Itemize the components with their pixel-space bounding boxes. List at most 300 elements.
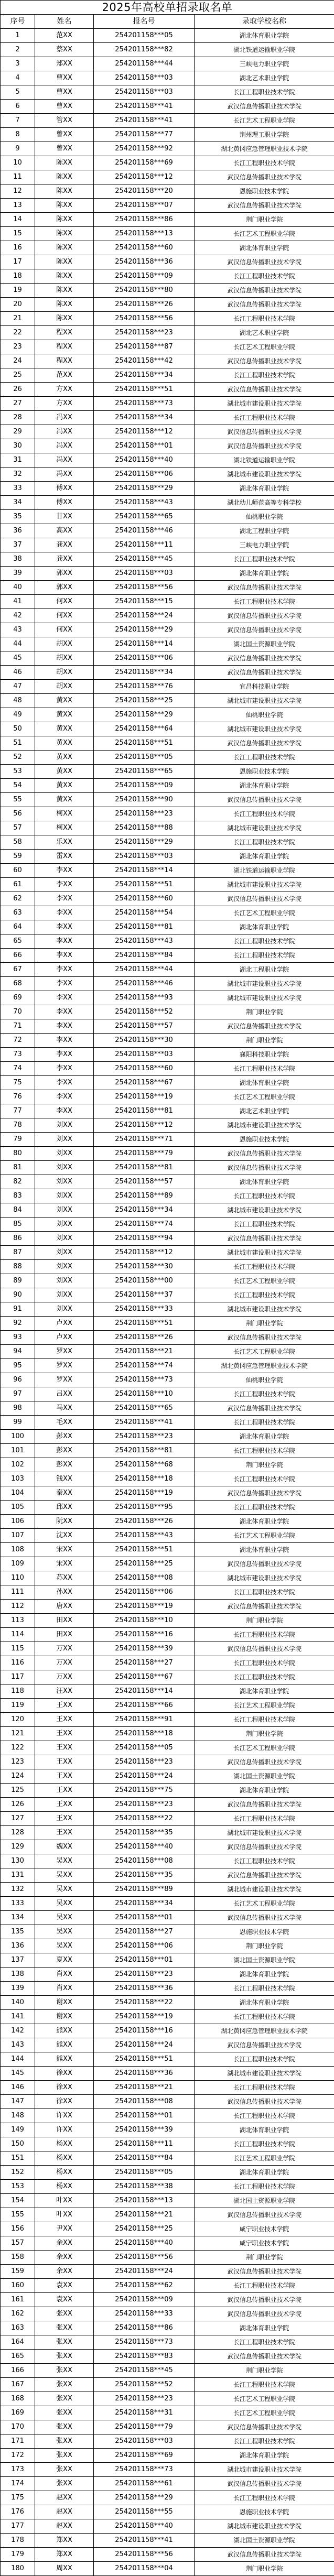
cell-name: 刘XX [35,1274,94,1288]
cell-school: 湖北体育职业学院 [195,1996,334,2010]
cell-index: 161 [1,2293,35,2307]
cell-name: 王XX [35,1727,94,1741]
table-row [1,1274,334,1288]
cell-name: 夏XX [35,1953,94,1968]
cell-school: 武汉信息传播职业技术学院 [195,2350,334,2364]
cell-school: 咸宁职业技术学院 [195,2222,334,2236]
cell-reg-no: 254201158***19 [94,2010,195,2024]
cell-name: 程XX [35,326,94,340]
cell-name: 叶XX [35,2208,94,2222]
cell-reg-no: 254201158***09 [94,779,195,793]
cell-index: 111 [1,1585,35,1600]
cell-reg-no: 254201158***06 [94,1939,195,1953]
cell-index: 132 [1,1883,35,1897]
cell-school: 荆门职业学院 [195,1939,334,1953]
cell-reg-no: 254201158***09 [94,269,195,284]
cell-index: 37 [1,538,35,552]
cell-reg-no: 254201158***89 [94,1883,195,1897]
table-row [1,1218,334,1232]
cell-index: 103 [1,1472,35,1486]
cell-name: 黄XX [35,708,94,722]
cell-school: 武汉信息传播职业技术学院 [195,793,334,807]
cell-name: 吴XX [35,1883,94,1897]
cell-reg-no: 254201158***73 [94,2335,195,2350]
cell-index: 86 [1,1232,35,1246]
table-row [1,793,334,807]
cell-reg-no: 254201158***11 [94,2137,195,2151]
cell-index: 68 [1,977,35,991]
header-reg-no: 报名号 [94,15,195,29]
cell-school: 武汉信息传播职业技术学院 [195,383,334,397]
table-row [1,510,334,524]
table-row [1,2307,334,2321]
cell-reg-no: 254201158***41 [94,100,195,114]
cell-name: 田XX [35,1614,94,1628]
table-row [1,1798,334,1812]
cell-reg-no: 254201158***14 [94,637,195,651]
table-row [1,2166,334,2180]
cell-reg-no: 254201158***13 [94,2194,195,2208]
cell-reg-no: 254201158***42 [94,354,195,368]
cell-reg-no: 254201158***24 [94,2265,195,2279]
cell-name: 陈XX [35,213,94,227]
cell-index: 114 [1,1628,35,1642]
cell-index: 146 [1,2081,35,2095]
table-row [1,1571,334,1585]
table-row [1,1147,334,1161]
cell-school: 湖北城市建设职业技术学院 [195,1118,334,1133]
cell-name: 黄XX [35,793,94,807]
cell-school: 武汉信息传播职业技术学院 [195,2420,334,2434]
cell-school: 湖北铁道运输职业学院 [195,43,334,57]
cell-reg-no: 254201158***14 [94,864,195,878]
cell-school: 长江工程职业技术学院 [195,1416,334,1430]
cell-reg-no: 254201158***06 [94,651,195,666]
cell-name: 曹XX [35,71,94,85]
cell-name: 刘XX [35,1203,94,1218]
cell-name: 张XX [35,2321,94,2335]
table-row [1,878,334,892]
table-row [1,1727,334,1741]
cell-index: 119 [1,1699,35,1713]
cell-name: 陈XX [35,312,94,326]
cell-name: 余XX [35,2251,94,2265]
cell-school: 长江艺术工程职业学院 [195,1699,334,1713]
cell-reg-no: 254201158***25 [94,1557,195,1571]
table-row [1,1090,334,1104]
cell-name: 袁XX [35,2293,94,2307]
cell-school: 长江工程职业技术学院 [195,2109,334,2123]
cell-reg-no: 254201158***05 [94,29,195,43]
cell-reg-no: 254201158***65 [94,765,195,779]
table-row [1,708,334,722]
cell-reg-no: 254201158***27 [94,1925,195,1939]
table-row [1,2519,334,2534]
cell-reg-no: 254201158***26 [94,1331,195,1345]
table-row [1,1118,334,1133]
cell-reg-no: 254201158***84 [94,2151,195,2166]
table-row [1,920,334,934]
cell-school: 仙桃职业学院 [195,510,334,524]
table-row [1,722,334,736]
cell-school: 长江工程职业技术学院 [195,312,334,326]
cell-name: 余XX [35,2265,94,2279]
cell-school: 襄阳科技职业学院 [195,1048,334,1062]
cell-name: 陈XX [35,241,94,255]
cell-index: 69 [1,991,35,1005]
header-row [1,15,334,29]
table-row [1,269,334,284]
cell-index: 63 [1,906,35,920]
table-row [1,1430,334,1444]
cell-reg-no: 254201158***94 [94,1232,195,1246]
table-row [1,1175,334,1189]
cell-index: 54 [1,779,35,793]
table-row [1,241,334,255]
cell-name: 柯XX [35,821,94,835]
cell-reg-no: 254201158***03 [94,85,195,100]
cell-school: 武汉信息传播职业技术学院 [195,2307,334,2321]
cell-index: 33 [1,482,35,496]
cell-index: 120 [1,1713,35,1727]
cell-index: 154 [1,2194,35,2208]
table-row [1,1939,334,1953]
cell-reg-no: 254201158***41 [94,2534,195,2548]
table-row [1,1232,334,1246]
cell-reg-no: 254201158***74 [94,1218,195,1232]
cell-school: 湖北铁道运输职业学院 [195,864,334,878]
cell-index: 16 [1,241,35,255]
table-row [1,170,334,184]
cell-school: 武汉信息传播职业技术学院 [195,170,334,184]
cell-school: 长江工程职业技术学院 [195,751,334,765]
cell-reg-no: 254201158***06 [94,1585,195,1600]
cell-reg-no: 254201158***16 [94,2024,195,2038]
cell-index: 164 [1,2335,35,2350]
cell-reg-no: 254201158***06 [94,468,195,482]
cell-index: 88 [1,1260,35,1274]
cell-school: 湖北艺术职业学院 [195,1104,334,1118]
cell-reg-no: 254201158***56 [94,312,195,326]
cell-index: 104 [1,1486,35,1501]
cell-index: 141 [1,2010,35,2024]
cell-name: 李XX [35,920,94,934]
cell-reg-no: 254201158***29 [94,482,195,496]
table-row [1,453,334,468]
cell-index: 144 [1,2052,35,2067]
cell-index: 30 [1,439,35,453]
cell-index: 15 [1,227,35,241]
cell-reg-no: 254201158***27 [94,1656,195,1670]
cell-index: 51 [1,736,35,751]
cell-name: 乐XX [35,835,94,850]
cell-reg-no: 254201158***40 [94,2236,195,2251]
table-row [1,340,334,354]
cell-school: 荆门职业学院 [195,1034,334,1048]
cell-school: 武汉信息传播职业技术学院 [195,651,334,666]
table-row [1,821,334,835]
cell-index: 90 [1,1288,35,1302]
cell-index: 92 [1,1317,35,1331]
cell-name: 何XX [35,595,94,609]
cell-school: 长江工程职业技术学院 [195,2491,334,2505]
table-row [1,666,334,680]
cell-name: 彭XX [35,1444,94,1458]
cell-name: 徐XX [35,2095,94,2109]
cell-reg-no: 254201158***16 [94,1628,195,1642]
cell-reg-no: 254201158***24 [94,2038,195,2052]
cell-reg-no: 254201158***87 [94,340,195,354]
cell-reg-no: 254201158***34 [94,1897,195,1911]
cell-index: 138 [1,1968,35,1982]
cell-school: 武汉信息传播职业技术学院 [195,1401,334,1416]
table-row [1,1486,334,1501]
cell-index: 99 [1,1416,35,1430]
cell-name: 王XX [35,1812,94,1826]
cell-school: 长江工程职业技术学院 [195,156,334,170]
cell-name: 李XX [35,1104,94,1118]
cell-index: 81 [1,1161,35,1175]
cell-reg-no: 254201158***66 [94,1699,195,1713]
table-row [1,411,334,425]
cell-school: 荆门职业学院 [195,1614,334,1628]
cell-name: 吴XX [35,1925,94,1939]
cell-reg-no: 254201158***23 [94,807,195,821]
cell-name: 李XX [35,963,94,977]
cell-index: 102 [1,1458,35,1472]
cell-name: 张XX [35,2392,94,2406]
cell-reg-no: 254201158***51 [94,2052,195,2067]
cell-name: 郑XX [35,57,94,71]
cell-school: 湖北城市建设职业技术学院 [195,722,334,736]
table-row [1,29,334,43]
cell-index: 75 [1,1076,35,1090]
cell-index: 64 [1,920,35,934]
cell-index: 84 [1,1203,35,1218]
cell-reg-no: 254201158***56 [94,2251,195,2265]
table-row [1,963,334,977]
cell-name: 王XX [35,1755,94,1769]
table-row [1,1614,334,1628]
cell-reg-no: 254201158***80 [94,284,195,298]
cell-reg-no: 254201158***29 [94,2491,195,2505]
cell-school: 湖北黄冈应急管理职业技术学院 [195,142,334,156]
cell-name: 万XX [35,1642,94,1656]
cell-reg-no: 254201158***03 [94,567,195,581]
cell-index: 52 [1,751,35,765]
cell-name: 陈XX [35,199,94,213]
cell-index: 29 [1,425,35,439]
cell-reg-no: 254201158***13 [94,227,195,241]
table-row [1,1444,334,1458]
table-row [1,1699,334,1713]
cell-reg-no: 254201158***52 [94,2378,195,2392]
cell-school: 长江艺术工程职业学院 [195,1090,334,1104]
cell-school: 武汉信息传播职业技术学院 [195,255,334,269]
table-row [1,538,334,552]
cell-name: 熊XX [35,2024,94,2038]
cell-name: 郑XX [35,2548,94,2562]
cell-reg-no: 254201158***73 [94,2463,195,2477]
cell-index: 149 [1,2123,35,2137]
cell-reg-no: 254201158***05 [94,751,195,765]
cell-school: 武汉信息传播职业技术学院 [195,425,334,439]
cell-name: 彭XX [35,1430,94,1444]
table-row [1,779,334,793]
table-row [1,2335,334,2350]
cell-index: 47 [1,680,35,694]
cell-reg-no: 254201158***26 [94,298,195,312]
cell-reg-no: 254201158***51 [94,383,195,397]
sheet-title: 2025年高校单招录取名单 [1,1,334,15]
cell-name: 张XX [35,2420,94,2434]
cell-index: 113 [1,1614,35,1628]
cell-name: 陈XX [35,269,94,284]
table-row [1,2052,334,2067]
table-row [1,1005,334,1019]
table-row [1,298,334,312]
cell-school: 湖北体育职业学院 [195,2166,334,2180]
table-row [1,2477,334,2491]
cell-name: 李XX [35,977,94,991]
table-row [1,100,334,114]
cell-index: 2 [1,43,35,57]
cell-school: 长江工程职业技术学院 [195,2378,334,2392]
cell-reg-no: 254201158***18 [94,1727,195,1741]
cell-reg-no: 254201158***61 [94,2477,195,2491]
cell-index: 20 [1,298,35,312]
table-row [1,765,334,779]
cell-reg-no: 254201158***19 [94,1486,195,1501]
cell-reg-no: 254201158***08 [94,2095,195,2109]
cell-reg-no: 254201158***71 [94,1133,195,1147]
cell-school: 湖北体育职业学院 [195,1430,334,1444]
cell-name: 阮XX [35,1515,94,1529]
cell-index: 26 [1,383,35,397]
table-row [1,1076,334,1090]
cell-reg-no: 254201158***75 [94,1784,195,1798]
table-row [1,1713,334,1727]
cell-name: 吴XX [35,1868,94,1883]
cell-name: 张XX [35,2307,94,2321]
cell-reg-no: 254201158***07 [94,199,195,213]
cell-name: 李XX [35,949,94,963]
cell-reg-no: 254201158***84 [94,949,195,963]
table-row [1,2251,334,2265]
cell-school: 武汉信息传播职业技术学院 [195,1868,334,1883]
table-row [1,496,334,510]
cell-name: 许XX [35,2109,94,2123]
cell-reg-no: 254201158***92 [94,142,195,156]
cell-index: 158 [1,2251,35,2265]
cell-school: 湖北城市建设职业技术学院 [195,2519,334,2534]
cell-name: 魏XX [35,1840,94,1854]
cell-name: 傅XX [35,496,94,510]
cell-reg-no: 254201158***81 [94,1104,195,1118]
header-school: 录取学校名称 [195,15,334,29]
cell-name: 罗XX [35,1345,94,1359]
cell-name: 孙XX [35,1585,94,1600]
cell-name: 杨XX [35,2180,94,2194]
table-row [1,1925,334,1939]
cell-school: 湖北体育职业学院 [195,1684,334,1699]
cell-school: 武汉信息传播职业技术学院 [195,623,334,637]
table-row [1,1812,334,1826]
cell-name: 钱XX [35,1472,94,1486]
table-row [1,1019,334,1034]
table-row [1,906,334,920]
cell-school: 武汉信息传播职业技术学院 [195,1600,334,1614]
cell-name: 李XX [35,934,94,949]
cell-reg-no: 254201158***46 [94,524,195,538]
cell-name: 陈XX [35,156,94,170]
cell-school: 武汉信息传播职业技术学院 [195,2477,334,2491]
cell-reg-no: 254201158***04 [94,2562,195,2576]
table-row [1,651,334,666]
cell-reg-no: 254201158***45 [94,2364,195,2378]
cell-index: 11 [1,170,35,184]
cell-school: 湖北国土资源职业学院 [195,1953,334,1968]
cell-name: 刘XX [35,1260,94,1274]
cell-index: 125 [1,1784,35,1798]
cell-index: 58 [1,835,35,850]
table-row [1,114,334,128]
cell-reg-no: 254201158***34 [94,411,195,425]
cell-name: 李XX [35,1005,94,1019]
table-row [1,1048,334,1062]
cell-name: 李XX [35,1062,94,1076]
cell-name: 高XX [35,524,94,538]
cell-index: 55 [1,793,35,807]
cell-reg-no: 254201158***09 [94,2293,195,2307]
cell-index: 109 [1,1557,35,1571]
cell-name: 张XX [35,2350,94,2364]
table-row [1,1515,334,1529]
cell-reg-no: 254201158***74 [94,1359,195,1373]
cell-index: 100 [1,1430,35,1444]
cell-name: 周XX [35,2562,94,2576]
cell-reg-no: 254201158***67 [94,1076,195,1090]
cell-index: 152 [1,2166,35,2180]
table-row [1,57,334,71]
cell-name: 范XX [35,29,94,43]
table-row [1,1401,334,1416]
cell-school: 湖北艺术职业学院 [195,326,334,340]
cell-reg-no: 254201158***90 [94,793,195,807]
cell-reg-no: 254201158***24 [94,609,195,623]
table-row [1,1331,334,1345]
cell-school: 湖北城市建设职业技术学院 [195,1246,334,1260]
cell-index: 13 [1,199,35,213]
cell-school: 湖北城市建设职业技术学院 [195,694,334,708]
cell-name: 曹XX [35,100,94,114]
cell-name: 曾XX [35,128,94,142]
cell-school: 武汉信息传播职业技术学院 [195,2038,334,2052]
table-row [1,128,334,142]
cell-school: 荆门职业学院 [195,213,334,227]
cell-index: 150 [1,2137,35,2151]
cell-school: 武汉信息传播职业技术学院 [195,609,334,623]
cell-school: 荆州理工职业学院 [195,128,334,142]
table-row [1,637,334,651]
cell-name: 李XX [35,864,94,878]
table-row [1,2067,334,2081]
cell-school: 长江工程职业技术学院 [195,1656,334,1670]
cell-school: 武汉信息传播职业技术学院 [195,100,334,114]
cell-school: 长江工程职业技术学院 [195,2052,334,2067]
cell-name: 彭XX [35,1458,94,1472]
cell-name: 刘XX [35,1288,94,1302]
